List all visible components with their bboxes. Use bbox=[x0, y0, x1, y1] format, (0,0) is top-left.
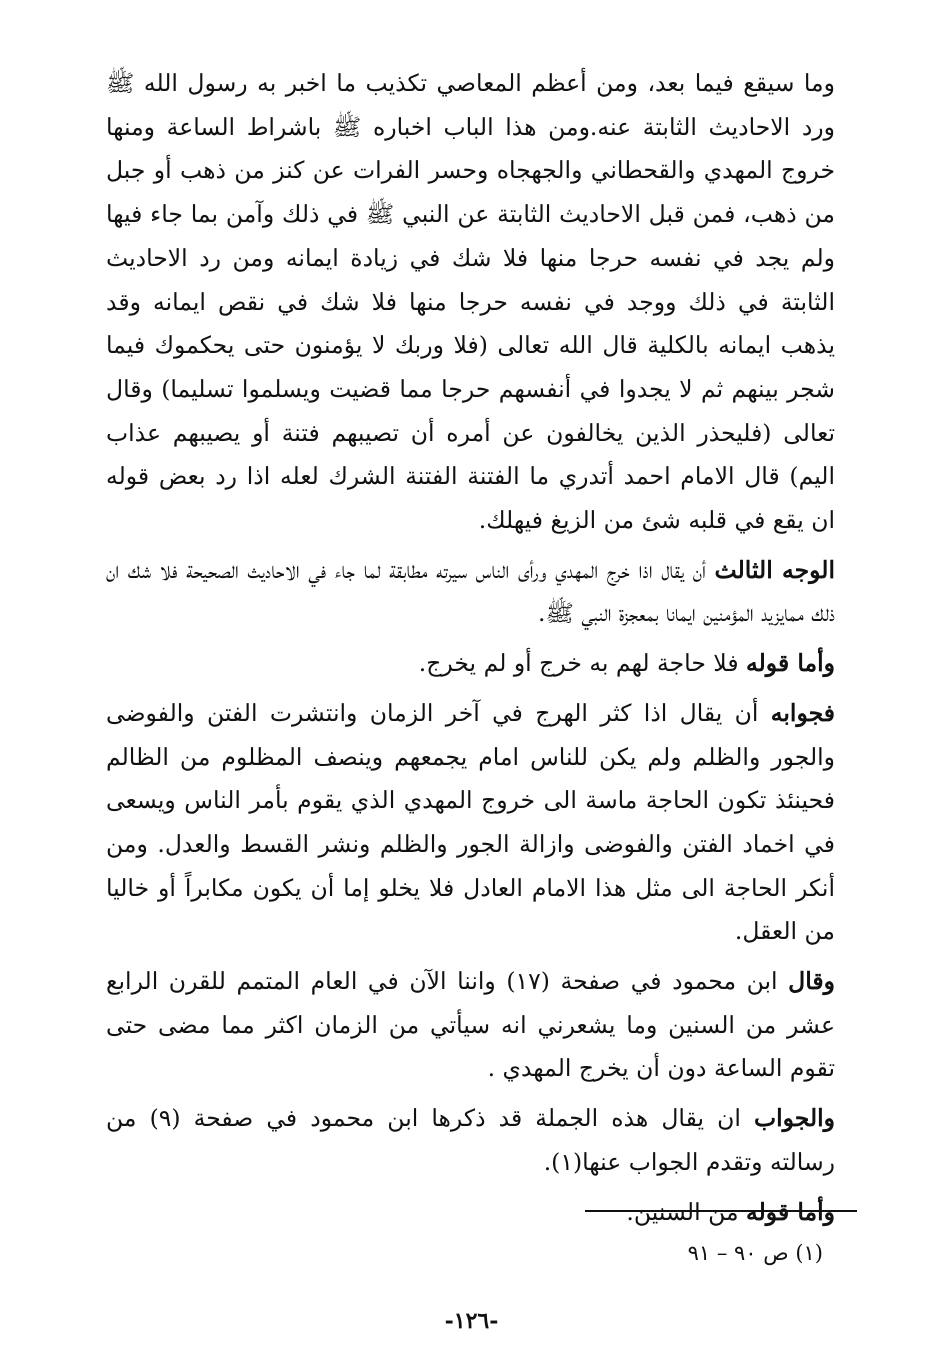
paragraph-3 bbox=[106, 642, 835, 686]
paragraph-5 bbox=[106, 960, 835, 1091]
paragraph-text: ان يقال هذه الجملة قد ذكرها ابن محمود في صفحة (٩) من رسالته وتقدم الجواب عنها(١). bbox=[106, 1104, 835, 1176]
paragraph-2 bbox=[106, 549, 835, 636]
paragraph-text: وما سيقع فيما بعد، ومن أعظم المعاصي تكذيب ما اخبر به رسول الله ﷺ ورد الاحاديث الثابتة عنه.ومن هذا الباب اخباره ﷺ باشراط الساعة ومنها خروج المهدي والقحطاني والجهجاه وحسر الفرات عن كنز من ذهب أو جبل من ذهب، فمن قبل الاحاديث الثابتة عن النبي ﷺ في ذلك وآمن بما جاء فيها ولم يجد في نفسه حرجا منها فلا شك في زيادة ايمانه ومن رد الاحاديث الثابتة في ذلك ووجد في نفسه حرجا منها فلا شك في نقص ايمانه وقد يذهب ايمانه بالكلية قال الله تعالى (فلا وربك لا يؤمنون حتى يحكموك فيما شجر بينهم ثم لا يجدوا في أنفسهم حرجا مما قضيت ويسلموا تسليما) وقال تعالى (فليحذر الذين يخالفون عن أمره أن تصيبهم فتنة أو يصيبهم عذاب اليم) قال الامام احمد أتدري ما الفتنة الفتنة الشرك لعله اذا رد بعض قوله ان يقع في قلبه شئ من الزيغ فيهلك. bbox=[106, 69, 835, 535]
paragraph-6 bbox=[106, 1097, 835, 1184]
paragraph-text: أن يقال اذا كثر الهرج في آخر الزمان وانتشرت الفتن والفوضى والجور والظلم ولم يكن للناس امام يجمعهم وينصف المظلوم من الظالم فحينئذ تكون الحاجة ماسة الى خروج المهدي الذي يقوم بأمر الناس ويسعى في اخماد الفتن والفوضى وازالة الجور والظلم ونشر القسط والعدل. ومن أنكر الحاجة الى مثل هذا الامام العادل فلا يخلو إما أن يكون مكابراً أو خاليا من العقل. bbox=[106, 698, 835, 946]
paragraph-text: من السنين. bbox=[626, 1197, 747, 1226]
paragraph-lead: فجوابه bbox=[770, 698, 835, 727]
footnote-separator bbox=[585, 1210, 857, 1212]
paragraph-1 bbox=[106, 62, 835, 543]
paragraph-4 bbox=[106, 692, 835, 954]
page-number: -١٢٦- bbox=[444, 1308, 499, 1334]
paragraph-lead: والجواب bbox=[754, 1104, 835, 1133]
paragraph-text: ابن محمود في صفحة (١٧) واننا الآن في العام المتمم للقرن الرابع عشر من السنين وما يشعرني انه سيأتي من الزمان اكثر مما مضى حتى تقوم الساعة دون أن يخرج المهدي . bbox=[106, 967, 835, 1083]
paragraph-7 bbox=[106, 1191, 835, 1235]
body-text bbox=[106, 62, 835, 1234]
paragraph-lead: وأما قوله bbox=[746, 649, 835, 678]
paragraph-lead: وقال bbox=[788, 967, 835, 996]
paragraph-text: فلا حاجة لهم به خرج أو لم يخرج. bbox=[418, 649, 747, 678]
paragraph-lead: وأما قوله bbox=[746, 1197, 835, 1226]
footnote: (١) ص ٩٠ – ٩١ bbox=[687, 1241, 823, 1265]
paragraph-lead: الوجه الثالث bbox=[714, 555, 835, 584]
paragraph-text: أن يقال اذا خرج المهدي ورأى الناس سيرته مطابقة لما جاء في الاحاديث الصحيحة فلا شك ان ذلك ممايزيد المؤمنين ايمانا بمعجزة النبي ﷺ. bbox=[106, 555, 835, 628]
